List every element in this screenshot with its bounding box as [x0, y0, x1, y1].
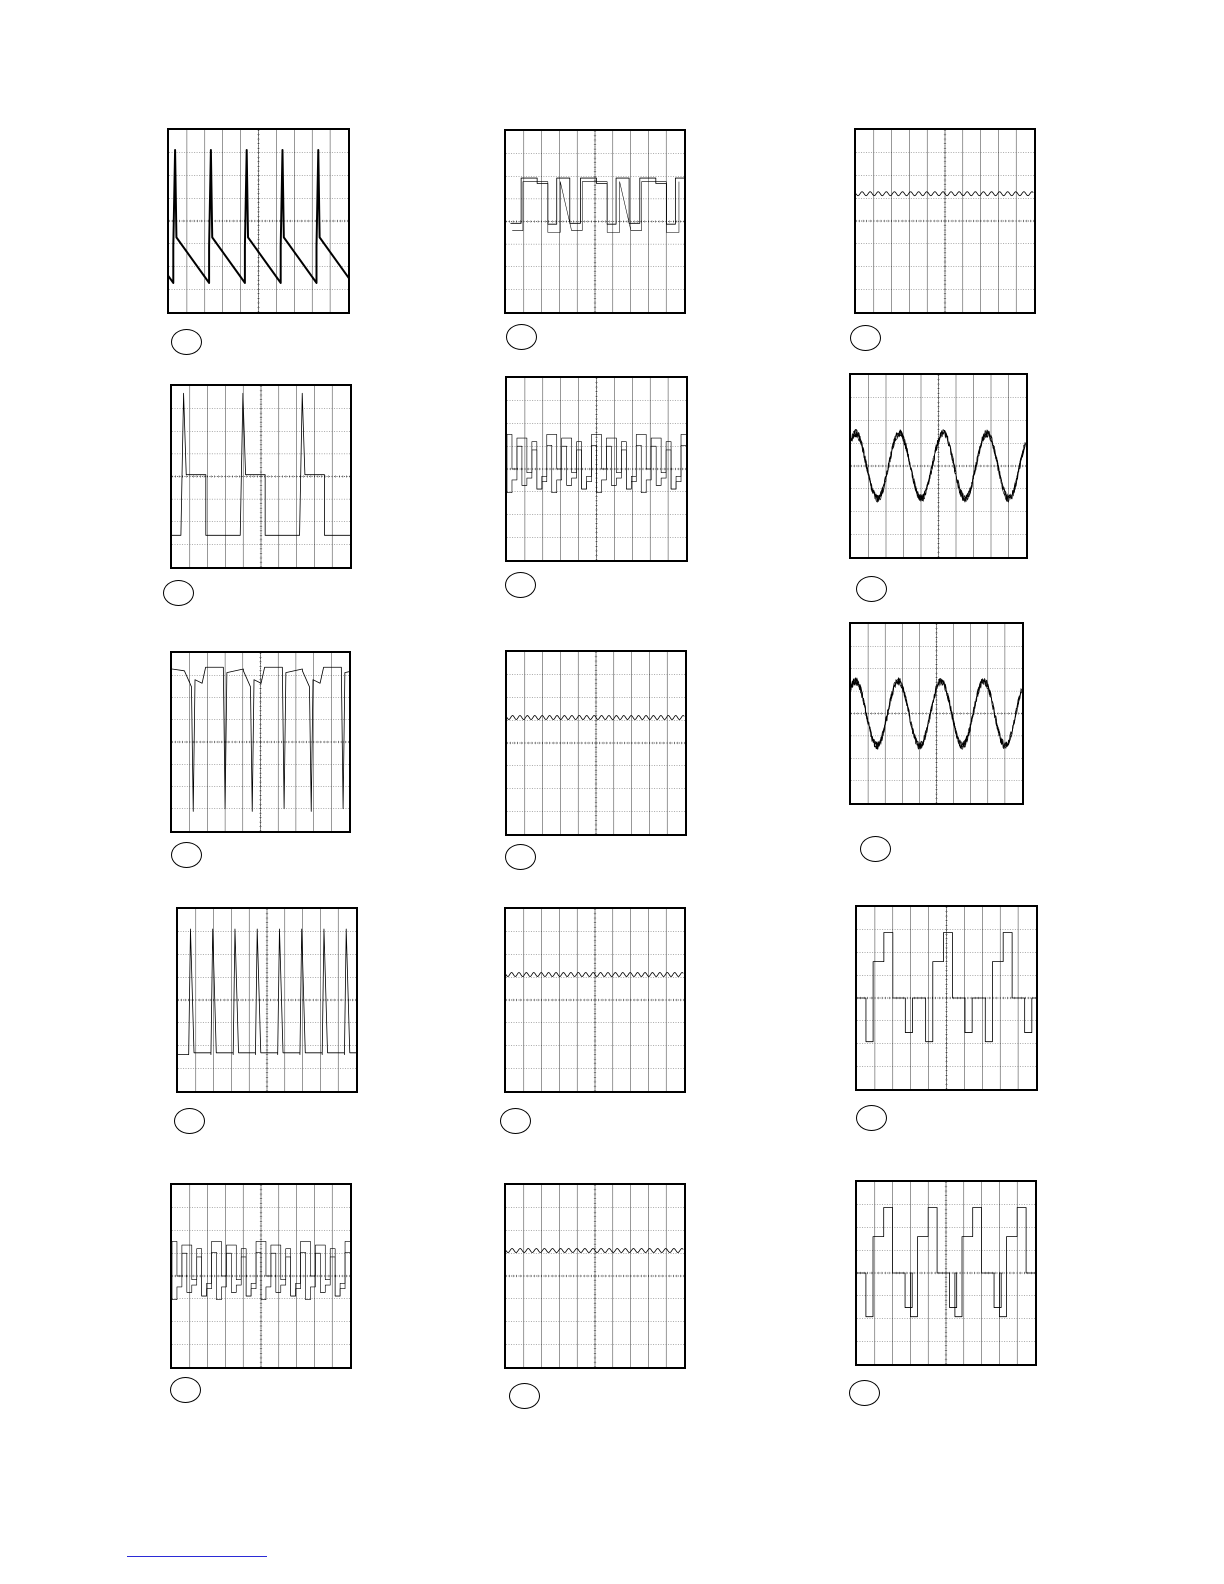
oscilloscope-svg: [507, 378, 686, 560]
label-circle-r2c3: [856, 576, 887, 602]
waveform-screen-r1c2: [504, 129, 686, 314]
graticule: [851, 624, 1022, 803]
waveform-trace: [507, 716, 684, 720]
waveform-screen-r5c1: [170, 1183, 352, 1369]
label-circle-r1c2: [506, 324, 537, 350]
waveform-screen-r4c2: [504, 907, 686, 1093]
oscilloscope-svg: [172, 653, 349, 831]
oscilloscope-svg: [857, 907, 1036, 1089]
graticule: [506, 909, 684, 1091]
waveform-screen-r4c1: [176, 907, 358, 1093]
label-circle-r5c1: [170, 1377, 201, 1403]
label-circle-r4c1: [174, 1108, 205, 1134]
waveform-screen-r1c3: [854, 128, 1036, 314]
oscilloscope-svg: [506, 909, 684, 1091]
label-circle-r3c2: [505, 844, 536, 870]
label-circle-r3c3: [860, 836, 891, 862]
label-circle-r1c1: [171, 329, 202, 355]
label-circle-r5c3: [849, 1380, 880, 1406]
waveform-screen-r4c3: [855, 905, 1038, 1091]
oscilloscope-svg: [856, 130, 1034, 312]
graticule: [506, 131, 684, 312]
waveform-trace: [510, 178, 684, 224]
label-circle-r2c2: [505, 572, 536, 598]
waveform-trace: [856, 192, 1033, 196]
waveform-trace: [506, 1249, 683, 1253]
waveform-trace: [851, 429, 1026, 501]
graticule: [178, 909, 356, 1091]
waveform-screen-r2c2: [505, 376, 688, 562]
label-circle-r4c3: [856, 1105, 887, 1131]
oscilloscope-svg: [169, 130, 348, 312]
graticule: [856, 130, 1034, 312]
waveform-screen-r2c1: [170, 384, 352, 569]
graticule: [507, 652, 685, 834]
waveform-screen-r2c3: [849, 373, 1028, 559]
label-circle-r3c1: [171, 842, 202, 868]
waveform-trace: [851, 678, 1022, 749]
waveform-screen-r5c2: [504, 1183, 686, 1369]
label-circle-r5c2: [509, 1383, 540, 1409]
oscilloscope-svg: [507, 652, 685, 834]
label-circle-r1c3: [850, 325, 881, 351]
oscilloscope-svg: [506, 1185, 684, 1367]
waveform-screen-r3c3: [849, 622, 1024, 805]
waveform-trace: [506, 973, 683, 977]
waveform-screen-r1c1: [167, 128, 350, 314]
oscilloscope-svg: [851, 624, 1022, 803]
waveform-screen-r3c2: [505, 650, 687, 836]
waveform-screen-r5c3: [855, 1180, 1037, 1366]
oscilloscope-svg: [178, 909, 356, 1091]
graticule: [172, 653, 349, 831]
oscilloscope-svg: [172, 1185, 350, 1367]
oscilloscope-svg: [172, 386, 350, 567]
footer-link-underline[interactable]: [127, 1556, 267, 1557]
oscilloscope-svg: [851, 375, 1026, 557]
label-circle-r4c2: [500, 1108, 531, 1134]
graticule: [172, 386, 350, 567]
waveform-trace: [512, 182, 679, 233]
graticule: [851, 375, 1026, 557]
oscilloscope-svg: [506, 131, 684, 312]
oscilloscope-svg: [857, 1182, 1035, 1364]
label-circle-r2c1: [163, 580, 194, 606]
graticule: [169, 130, 348, 312]
waveform-screen-r3c1: [170, 651, 351, 833]
graticule: [506, 1185, 684, 1367]
